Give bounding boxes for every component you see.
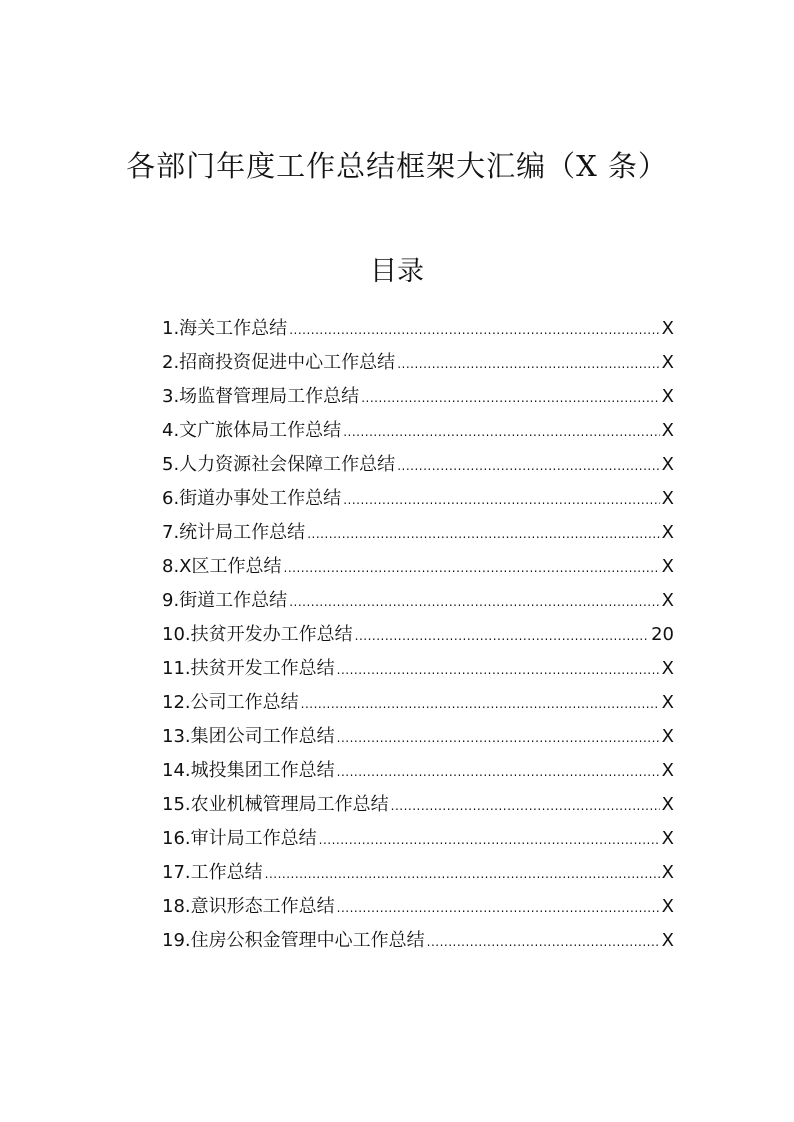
toc-leader-dots: [337, 720, 660, 755]
toc-entry-page: X: [661, 760, 674, 781]
toc-leader-dots: [337, 652, 660, 687]
toc-entry[interactable]: [162, 924, 674, 958]
toc-entry-page: 20: [651, 624, 674, 645]
toc-leader-dots: [289, 312, 659, 347]
toc-leader-dots: [289, 584, 659, 619]
toc-entry-page: X: [661, 658, 674, 679]
toc-leader-dots: [343, 414, 659, 449]
toc-entry-title: 16.审计局工作总结: [162, 828, 317, 849]
toc-entry-title: 17.工作总结: [162, 862, 263, 883]
toc-entry[interactable]: [162, 584, 674, 618]
toc-leader-dots: [265, 856, 660, 891]
toc-leader-dots: [391, 788, 660, 823]
toc-entry-title: 5.人力资源社会保障工作总结: [162, 454, 396, 475]
toc-entry-page: X: [661, 726, 674, 747]
toc-entry-title: 13.集团公司工作总结: [162, 726, 335, 747]
toc-entry[interactable]: [162, 346, 674, 380]
document-title: 各部门年度工作总结框架大汇编（X 条）: [126, 149, 668, 183]
toc-entry-title: 1.海关工作总结: [162, 318, 288, 339]
toc-entry[interactable]: [162, 754, 674, 788]
toc-entry-page: X: [661, 692, 674, 713]
toc-entry-page: X: [661, 522, 674, 543]
toc-entry-title: 10.扶贫开发办工作总结: [162, 624, 353, 645]
toc-entry-page: X: [661, 454, 674, 475]
toc-entry-page: X: [661, 352, 674, 373]
toc-leader-dots: [361, 380, 659, 415]
toc-entry-title: 12.公司工作总结: [162, 692, 299, 713]
toc-entry[interactable]: [162, 618, 674, 652]
toc-entry-title: 6.街道办事处工作总结: [162, 488, 342, 509]
toc-entry[interactable]: [162, 720, 674, 754]
toc-entry[interactable]: [162, 380, 674, 414]
toc-entry-title: 15.农业机械管理局工作总结: [162, 794, 389, 815]
toc-leader-dots: [337, 890, 660, 925]
toc-entry[interactable]: [162, 312, 674, 346]
toc-entry-title: 3.场监督管理局工作总结: [162, 386, 360, 407]
toc-entry-title: 2.招商投资促进中心工作总结: [162, 352, 396, 373]
toc-entry[interactable]: [162, 516, 674, 550]
toc-entry-title: 11.扶贫开发工作总结: [162, 658, 335, 679]
toc-entry-page: X: [661, 386, 674, 407]
table-of-contents: [162, 312, 674, 958]
toc-entry[interactable]: [162, 890, 674, 924]
toc-entry-title: 18.意识形态工作总结: [162, 896, 335, 917]
toc-entry-page: X: [661, 930, 674, 951]
toc-entry[interactable]: [162, 482, 674, 516]
toc-leader-dots: [307, 516, 659, 551]
toc-entry-title: 8.X区工作总结: [162, 556, 282, 577]
toc-heading: 目录: [370, 256, 424, 287]
toc-entry[interactable]: [162, 686, 674, 720]
toc-entry-title: 7.统计局工作总结: [162, 522, 306, 543]
toc-entry-page: X: [661, 828, 674, 849]
toc-entry-page: X: [661, 420, 674, 441]
toc-entry[interactable]: [162, 856, 674, 890]
toc-entry[interactable]: [162, 448, 674, 482]
toc-entry-page: X: [661, 896, 674, 917]
toc-entry-title: 14.城投集团工作总结: [162, 760, 335, 781]
toc-entry-title: 9.街道工作总结: [162, 590, 288, 611]
toc-leader-dots: [427, 924, 660, 959]
toc-leader-dots: [301, 686, 660, 721]
toc-entry-page: X: [661, 556, 674, 577]
toc-entry-title: 4.文广旅体局工作总结: [162, 420, 342, 441]
toc-entry[interactable]: [162, 652, 674, 686]
toc-entry-page: X: [661, 590, 674, 611]
toc-leader-dots: [343, 482, 659, 517]
toc-entry-page: X: [661, 318, 674, 339]
toc-entry[interactable]: [162, 788, 674, 822]
toc-leader-dots: [355, 618, 649, 653]
toc-leader-dots: [284, 550, 660, 585]
toc-entry[interactable]: [162, 550, 674, 584]
toc-entry[interactable]: [162, 822, 674, 856]
toc-entry-title: 19.住房公积金管理中心工作总结: [162, 930, 425, 951]
toc-entry-page: X: [661, 794, 674, 815]
toc-entry[interactable]: [162, 414, 674, 448]
toc-entry-page: X: [661, 488, 674, 509]
toc-leader-dots: [397, 448, 659, 483]
toc-leader-dots: [319, 822, 660, 857]
toc-leader-dots: [337, 754, 660, 789]
toc-leader-dots: [397, 346, 659, 381]
toc-entry-page: X: [661, 862, 674, 883]
